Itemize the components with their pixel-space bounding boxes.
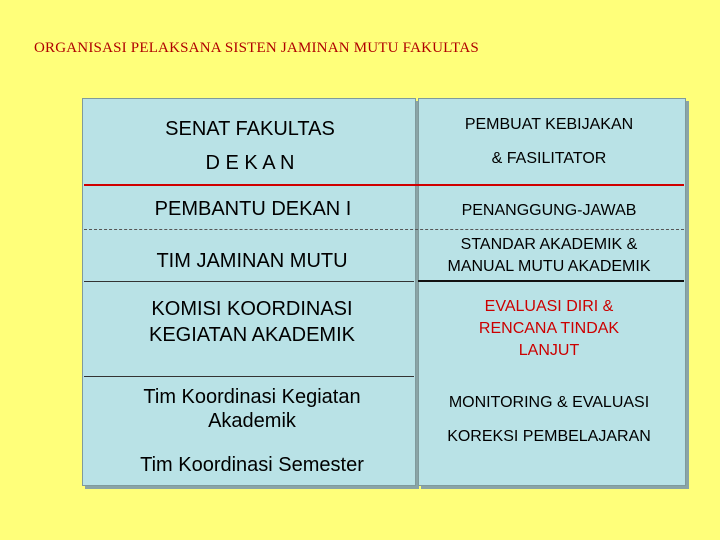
dekan-label: D E K A N (205, 152, 295, 174)
penanggung-jawab-label: PENANGGUNG-JAWAB (461, 202, 637, 219)
monitoring-label: MONITORING & EVALUASI (448, 394, 650, 411)
pembantu-dekan-label: PEMBANTU DEKAN I (154, 198, 352, 220)
tim-kegiatan-label-line2: Akademik (208, 410, 296, 432)
evaluasi-label-line2: RENCANA TINDAK (478, 320, 620, 337)
koreksi-label: KOREKSI PEMBELAJARAN (447, 428, 651, 445)
standar-label-line1: STANDAR AKADEMIK & (460, 236, 638, 253)
senat-fakultas-label: SENAT FAKULTAS (165, 118, 335, 140)
divider-right-1 (418, 280, 684, 282)
divider-left-1 (84, 281, 414, 282)
komisi-label-line2: KEGIATAN AKADEMIK (149, 324, 355, 346)
evaluasi-label-line3: LANJUT (518, 342, 580, 359)
divider-left-2 (84, 376, 414, 377)
tim-kegiatan-label-line1: Tim Koordinasi Kegiatan (143, 386, 361, 408)
tim-semester-label: Tim Koordinasi Semester (140, 454, 364, 476)
evaluasi-label-line1: EVALUASI DIRI & (484, 298, 614, 315)
fasilitator-label: & FASILITATOR (491, 150, 607, 167)
pembuat-kebijakan-label: PEMBUAT KEBIJAKAN (464, 116, 634, 133)
divider-dashed (84, 229, 684, 230)
komisi-label-line1: KOMISI KOORDINASI (151, 298, 353, 320)
standar-label-line2: MANUAL MUTU AKADEMIK (447, 258, 651, 275)
divider-red (84, 184, 684, 186)
page-title: ORGANISASI PELAKSANA SISTEN JAMINAN MUTU FAKULTAS (34, 40, 479, 56)
tim-jaminan-mutu-label: TIM JAMINAN MUTU (156, 250, 348, 272)
